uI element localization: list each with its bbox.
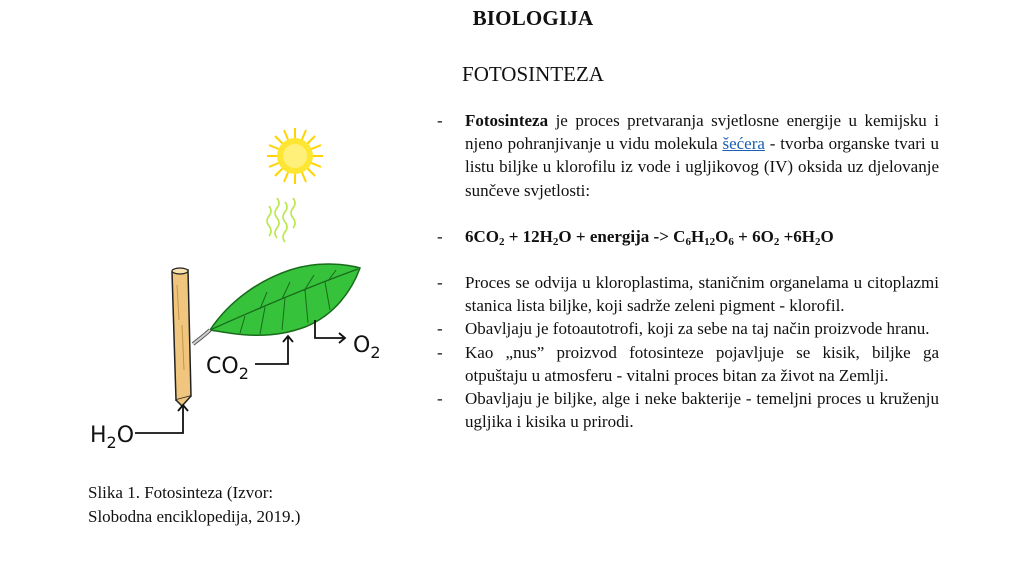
eq-part: O [820, 226, 834, 246]
h2o-sub: 2 [106, 433, 117, 452]
list-item-text: Kao „nus” proizvod fotosinteze pojavljuje se kisik, biljke ga otpuštaju u atmosferu - vitalni proces bitan za život na Zemlji. [465, 342, 939, 385]
co2-main: CO [206, 354, 239, 379]
list-dash: - [437, 226, 443, 246]
list-item-text [465, 109, 939, 202]
list-dash: - [437, 389, 443, 409]
eq-part: 6CO [465, 226, 499, 246]
o2-main: O [353, 333, 371, 358]
list-dash: - [437, 319, 443, 339]
o2-label [353, 333, 381, 362]
list-item [437, 317, 939, 340]
h2o-main-h: H [90, 423, 107, 448]
list-item [437, 341, 939, 387]
list-item-text: Obavljaju je fotoautotrofi, koji za sebe na taj način proizvode hranu. [465, 319, 930, 339]
eq-part: H [690, 226, 705, 246]
o2-sub: 2 [370, 343, 381, 362]
h2o-label [90, 423, 134, 452]
arrow-o2-icon [315, 320, 345, 343]
list-dash: - [437, 342, 443, 362]
list-item [437, 271, 939, 317]
figure-caption [88, 481, 300, 529]
photosynthesis-illustration [60, 120, 420, 470]
eq-sub: 2 [499, 235, 505, 248]
eq-sub: 2 [552, 235, 559, 248]
list-item-text: Proces se odvija u kloroplastima, staničnim organelama u citoplazmi stanica lista biljke, koji sadrže zeleni pigment - klorofil. [465, 273, 939, 316]
eq-sub: 2 [815, 235, 821, 248]
arrow-h2o-icon [135, 405, 188, 433]
co2-label [206, 354, 249, 383]
eq-sub: 6 [728, 235, 734, 248]
text-before-link: je proces pretvaranja svjetlosne energije u kemijsku i njeno pohranjivanje u vidu molekula [465, 111, 939, 154]
list-dash: - [437, 273, 443, 293]
leaf-icon [193, 264, 360, 344]
eq-part: O + energija -> C [558, 226, 686, 246]
content-list [437, 109, 939, 433]
sun-icon [267, 128, 323, 184]
page-title: BIOLOGIJA [472, 6, 594, 30]
page-subtitle: FOTOSINTEZA [462, 62, 604, 86]
eq-part: O [715, 226, 729, 246]
co2-sub: 2 [238, 364, 249, 383]
eq-part: +6H [779, 226, 815, 246]
eq-sub: 12 [704, 235, 716, 248]
light-rays-icon [267, 198, 295, 242]
list-item [437, 387, 939, 433]
caption-line-1: Slika 1. Fotosinteza (Izvor: [88, 483, 274, 502]
caption-line-2: Slobodna enciklopedija, 2019.) [88, 507, 301, 526]
arrow-co2-icon [255, 336, 293, 364]
h2o-main-o: O [116, 423, 135, 448]
eq-sub: 2 [773, 235, 780, 248]
photosynthesis-figure [60, 120, 420, 470]
list-item [437, 225, 939, 248]
eq-part: + 12H [504, 226, 553, 246]
term-fotosinteza: Fotosinteza [465, 111, 549, 130]
photosynthesis-equation [465, 225, 939, 248]
list-item-text: Obavljaju je biljke, alge i neke bakterije - temeljni proces u kruženju ugljika i kisika u prirodi. [465, 389, 939, 432]
eq-sub: 6 [685, 235, 691, 248]
list-item [437, 109, 939, 202]
list-dash: - [437, 111, 443, 130]
eq-part: + 6O [733, 226, 774, 246]
stem-icon [172, 268, 191, 406]
secera-link[interactable]: šećera [722, 134, 765, 154]
text-after-link: - tvorba organske tvari u listu biljke u klorofilu iz vode i ugljikovog (IV) oksida uz djelovanje sunčeve svjetlosti: [465, 134, 939, 200]
